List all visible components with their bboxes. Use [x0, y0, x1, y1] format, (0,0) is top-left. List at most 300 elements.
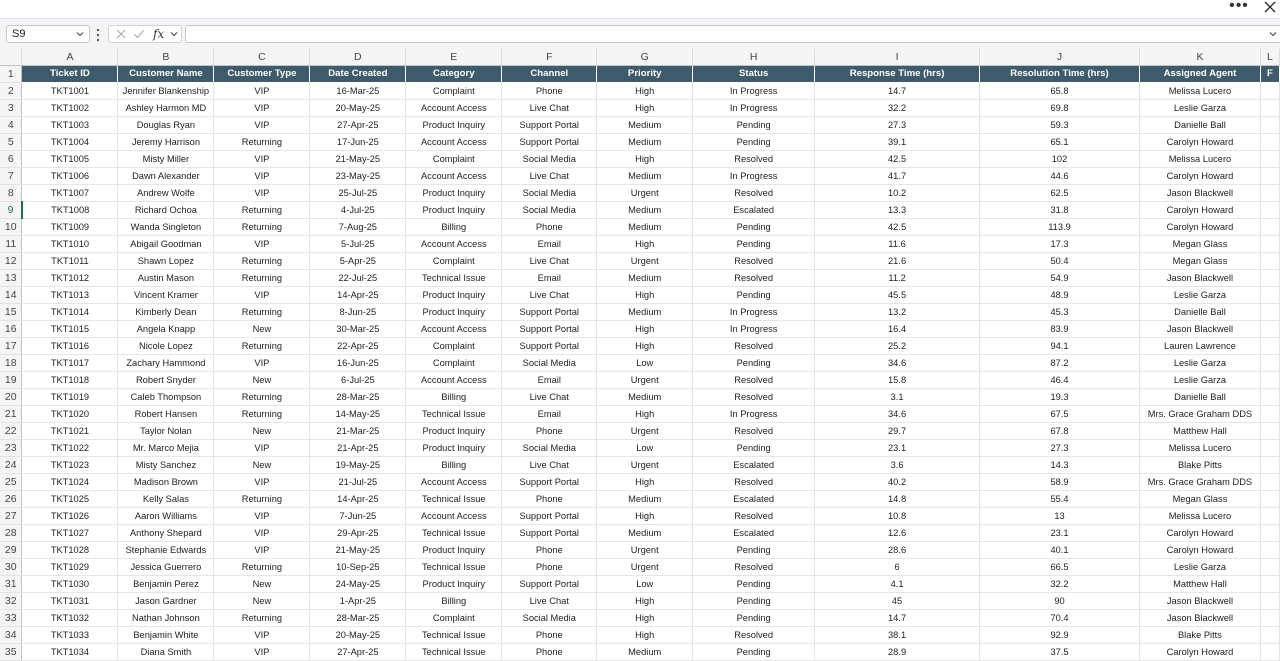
- cell[interactable]: VIP: [214, 542, 310, 559]
- cell[interactable]: 14.8: [815, 491, 980, 508]
- cell[interactable]: 29-Apr-25: [310, 525, 406, 542]
- cell[interactable]: Mrs. Grace Graham DDS: [1139, 406, 1260, 423]
- cell[interactable]: 27-Apr-25: [310, 117, 406, 134]
- cell[interactable]: Phone: [502, 644, 597, 661]
- cell[interactable]: Social Media: [502, 610, 597, 627]
- cell[interactable]: Product Inquiry: [406, 576, 502, 593]
- cell[interactable]: 16-Mar-25: [310, 83, 406, 100]
- cell[interactable]: Support Portal: [502, 304, 597, 321]
- cell[interactable]: High: [597, 100, 693, 117]
- cell[interactable]: TKT1019: [22, 389, 118, 406]
- column-title-cell[interactable]: Date Created: [310, 66, 406, 83]
- cell[interactable]: Email: [502, 270, 597, 287]
- cell[interactable]: Support Portal: [502, 474, 597, 491]
- column-title-cell[interactable]: Resolution Time (hrs): [980, 66, 1140, 83]
- row-header[interactable]: 11: [0, 236, 22, 253]
- cell[interactable]: Nicole Lopez: [118, 338, 214, 355]
- cell[interactable]: Caleb Thompson: [118, 389, 214, 406]
- row-header[interactable]: 13: [0, 270, 22, 287]
- column-header-i[interactable]: I: [815, 49, 980, 66]
- cell[interactable]: TKT1020: [22, 406, 118, 423]
- vertical-dots-icon[interactable]: [95, 28, 101, 42]
- cell[interactable]: Social Media: [502, 440, 597, 457]
- cell[interactable]: Returning: [214, 559, 310, 576]
- cell[interactable]: [1260, 100, 1279, 117]
- cell[interactable]: Urgent: [597, 185, 693, 202]
- cell[interactable]: Jason Blackwell: [1139, 321, 1260, 338]
- cell[interactable]: High: [597, 474, 693, 491]
- cell[interactable]: [1260, 593, 1279, 610]
- cell[interactable]: 27-Apr-25: [310, 644, 406, 661]
- cell[interactable]: 113.9: [980, 219, 1140, 236]
- row-header[interactable]: 1: [0, 66, 22, 83]
- cell[interactable]: 14-Apr-25: [310, 287, 406, 304]
- cell[interactable]: In Progress: [693, 321, 815, 338]
- row-header[interactable]: 30: [0, 559, 22, 576]
- cell[interactable]: Technical Issue: [406, 406, 502, 423]
- row-header[interactable]: 33: [0, 610, 22, 627]
- cell[interactable]: 5-Apr-25: [310, 253, 406, 270]
- cell[interactable]: 45: [815, 593, 980, 610]
- cell[interactable]: Technical Issue: [406, 491, 502, 508]
- cell[interactable]: Product Inquiry: [406, 202, 502, 219]
- cell[interactable]: Live Chat: [502, 287, 597, 304]
- cell[interactable]: 32.2: [980, 576, 1140, 593]
- check-icon[interactable]: [133, 28, 145, 40]
- cell[interactable]: [1260, 440, 1279, 457]
- cell[interactable]: Social Media: [502, 185, 597, 202]
- cell[interactable]: VIP: [214, 117, 310, 134]
- cell[interactable]: Returning: [214, 304, 310, 321]
- cell[interactable]: Misty Sanchez: [118, 457, 214, 474]
- cell[interactable]: 1-Apr-25: [310, 593, 406, 610]
- cell[interactable]: TKT1031: [22, 593, 118, 610]
- row-header[interactable]: 27: [0, 508, 22, 525]
- cell[interactable]: [1260, 321, 1279, 338]
- cell[interactable]: Medium: [597, 525, 693, 542]
- row-header[interactable]: 18: [0, 355, 22, 372]
- cell[interactable]: Live Chat: [502, 593, 597, 610]
- cell[interactable]: 29.7: [815, 423, 980, 440]
- cell[interactable]: Jason Gardner: [118, 593, 214, 610]
- cell[interactable]: High: [597, 236, 693, 253]
- cell[interactable]: Carolyn Howard: [1139, 168, 1260, 185]
- cell[interactable]: Urgent: [597, 457, 693, 474]
- cell[interactable]: TKT1013: [22, 287, 118, 304]
- cell[interactable]: Madison Brown: [118, 474, 214, 491]
- cell[interactable]: [1260, 457, 1279, 474]
- cell[interactable]: 25-Jul-25: [310, 185, 406, 202]
- cell[interactable]: New: [214, 372, 310, 389]
- cell[interactable]: 24-May-25: [310, 576, 406, 593]
- cell[interactable]: Melissa Lucero: [1139, 151, 1260, 168]
- cell[interactable]: 46.4: [980, 372, 1140, 389]
- cell[interactable]: Wanda Singleton: [118, 219, 214, 236]
- cell[interactable]: 102: [980, 151, 1140, 168]
- column-header-c[interactable]: C: [214, 49, 310, 66]
- cell[interactable]: VIP: [214, 355, 310, 372]
- cell[interactable]: 13: [980, 508, 1140, 525]
- cell[interactable]: Support Portal: [502, 321, 597, 338]
- cell[interactable]: TKT1030: [22, 576, 118, 593]
- cell[interactable]: TKT1005: [22, 151, 118, 168]
- cell[interactable]: Account Access: [406, 134, 502, 151]
- cell[interactable]: [1260, 338, 1279, 355]
- cell[interactable]: Product Inquiry: [406, 440, 502, 457]
- cell[interactable]: VIP: [214, 525, 310, 542]
- row-header[interactable]: 15: [0, 304, 22, 321]
- cell[interactable]: 83.9: [980, 321, 1140, 338]
- cell[interactable]: 21-Apr-25: [310, 440, 406, 457]
- cell[interactable]: Leslie Garza: [1139, 287, 1260, 304]
- cell[interactable]: 39.1: [815, 134, 980, 151]
- cell[interactable]: 21-May-25: [310, 542, 406, 559]
- cell[interactable]: 20-May-25: [310, 100, 406, 117]
- cell[interactable]: Medium: [597, 168, 693, 185]
- cell[interactable]: 17.3: [980, 236, 1140, 253]
- cell[interactable]: High: [597, 83, 693, 100]
- cell[interactable]: Taylor Nolan: [118, 423, 214, 440]
- cell[interactable]: Technical Issue: [406, 644, 502, 661]
- cell[interactable]: In Progress: [693, 406, 815, 423]
- cell[interactable]: Pending: [693, 440, 815, 457]
- cell[interactable]: TKT1029: [22, 559, 118, 576]
- cell[interactable]: Carolyn Howard: [1139, 644, 1260, 661]
- cell[interactable]: 32.2: [815, 100, 980, 117]
- cell[interactable]: [1260, 491, 1279, 508]
- cell[interactable]: TKT1033: [22, 627, 118, 644]
- cell[interactable]: Medium: [597, 644, 693, 661]
- cell[interactable]: Account Access: [406, 168, 502, 185]
- column-header-f[interactable]: F: [502, 49, 597, 66]
- cell[interactable]: Blake Pitts: [1139, 627, 1260, 644]
- cell[interactable]: Low: [597, 355, 693, 372]
- cell[interactable]: Product Inquiry: [406, 117, 502, 134]
- cell[interactable]: 14.7: [815, 610, 980, 627]
- cell[interactable]: 6: [815, 559, 980, 576]
- cell[interactable]: Jessica Guerrero: [118, 559, 214, 576]
- column-header-h[interactable]: H: [693, 49, 815, 66]
- cell[interactable]: Medium: [597, 219, 693, 236]
- cell[interactable]: Product Inquiry: [406, 287, 502, 304]
- close-icon[interactable]: [1262, 0, 1278, 16]
- cell[interactable]: Resolved: [693, 372, 815, 389]
- cell[interactable]: Medium: [597, 134, 693, 151]
- cell[interactable]: Melissa Lucero: [1139, 508, 1260, 525]
- cell[interactable]: 40.1: [980, 542, 1140, 559]
- cell[interactable]: Misty Miller: [118, 151, 214, 168]
- cell[interactable]: 23-May-25: [310, 168, 406, 185]
- column-header-g[interactable]: G: [597, 49, 693, 66]
- cell[interactable]: Escalated: [693, 202, 815, 219]
- cell[interactable]: [1260, 287, 1279, 304]
- cell[interactable]: Billing: [406, 219, 502, 236]
- cell[interactable]: TKT1024: [22, 474, 118, 491]
- cell[interactable]: [1260, 253, 1279, 270]
- cell[interactable]: Returning: [214, 491, 310, 508]
- cell[interactable]: Account Access: [406, 474, 502, 491]
- cell[interactable]: Account Access: [406, 508, 502, 525]
- cell[interactable]: TKT1017: [22, 355, 118, 372]
- cell[interactable]: TKT1026: [22, 508, 118, 525]
- cell[interactable]: VIP: [214, 287, 310, 304]
- cell[interactable]: High: [597, 593, 693, 610]
- cell[interactable]: 7-Jun-25: [310, 508, 406, 525]
- cell[interactable]: TKT1004: [22, 134, 118, 151]
- cell[interactable]: 54.9: [980, 270, 1140, 287]
- cell[interactable]: TKT1027: [22, 525, 118, 542]
- cell[interactable]: [1260, 508, 1279, 525]
- cell[interactable]: Kelly Salas: [118, 491, 214, 508]
- cell[interactable]: Megan Glass: [1139, 491, 1260, 508]
- cell[interactable]: 50.4: [980, 253, 1140, 270]
- cell[interactable]: Returning: [214, 270, 310, 287]
- row-header[interactable]: 9: [0, 202, 22, 219]
- cell[interactable]: Complaint: [406, 610, 502, 627]
- cell[interactable]: Angela Knapp: [118, 321, 214, 338]
- row-header[interactable]: 8: [0, 185, 22, 202]
- cell[interactable]: New: [214, 423, 310, 440]
- cell[interactable]: [1260, 644, 1279, 661]
- row-header[interactable]: 17: [0, 338, 22, 355]
- cell[interactable]: Phone: [502, 542, 597, 559]
- cell[interactable]: Support Portal: [502, 576, 597, 593]
- cell[interactable]: 13.3: [815, 202, 980, 219]
- cell[interactable]: 16.4: [815, 321, 980, 338]
- cell[interactable]: 22-Jul-25: [310, 270, 406, 287]
- cell[interactable]: Returning: [214, 134, 310, 151]
- cell[interactable]: New: [214, 321, 310, 338]
- cell[interactable]: Live Chat: [502, 168, 597, 185]
- cell[interactable]: Urgent: [597, 423, 693, 440]
- cell[interactable]: [1260, 151, 1279, 168]
- cell[interactable]: Jeremy Harrison: [118, 134, 214, 151]
- row-header[interactable]: 24: [0, 457, 22, 474]
- cell[interactable]: Email: [502, 236, 597, 253]
- cell[interactable]: 65.8: [980, 83, 1140, 100]
- cell[interactable]: 8-Jun-25: [310, 304, 406, 321]
- cell[interactable]: 11.6: [815, 236, 980, 253]
- cell[interactable]: Douglas Ryan: [118, 117, 214, 134]
- cell[interactable]: Andrew Wolfe: [118, 185, 214, 202]
- cell[interactable]: Diana Smith: [118, 644, 214, 661]
- cell[interactable]: TKT1007: [22, 185, 118, 202]
- cell[interactable]: Leslie Garza: [1139, 372, 1260, 389]
- cell[interactable]: [1260, 304, 1279, 321]
- cell[interactable]: Billing: [406, 389, 502, 406]
- cell[interactable]: 11.2: [815, 270, 980, 287]
- cell[interactable]: 62.5: [980, 185, 1140, 202]
- cell[interactable]: 13.2: [815, 304, 980, 321]
- cell[interactable]: New: [214, 576, 310, 593]
- column-title-cell[interactable]: Customer Name: [118, 66, 214, 83]
- cell[interactable]: High: [597, 627, 693, 644]
- cell[interactable]: 21-Mar-25: [310, 423, 406, 440]
- cell[interactable]: VIP: [214, 474, 310, 491]
- cell[interactable]: High: [597, 321, 693, 338]
- cell[interactable]: Product Inquiry: [406, 185, 502, 202]
- cell[interactable]: 31.8: [980, 202, 1140, 219]
- cell[interactable]: 90: [980, 593, 1140, 610]
- cell[interactable]: TKT1022: [22, 440, 118, 457]
- cell[interactable]: 45.5: [815, 287, 980, 304]
- cell[interactable]: Pending: [693, 576, 815, 593]
- cell[interactable]: Benjamin Perez: [118, 576, 214, 593]
- cell[interactable]: Complaint: [406, 83, 502, 100]
- cell[interactable]: 42.5: [815, 219, 980, 236]
- cell[interactable]: Technical Issue: [406, 627, 502, 644]
- cell[interactable]: Social Media: [502, 151, 597, 168]
- row-header[interactable]: 34: [0, 627, 22, 644]
- cell[interactable]: 14-Apr-25: [310, 491, 406, 508]
- cell[interactable]: Pending: [693, 134, 815, 151]
- cell[interactable]: TKT1032: [22, 610, 118, 627]
- column-title-cell[interactable]: Response Time (hrs): [815, 66, 980, 83]
- cell[interactable]: VIP: [214, 83, 310, 100]
- row-header[interactable]: 26: [0, 491, 22, 508]
- cell[interactable]: Live Chat: [502, 457, 597, 474]
- column-title-cell[interactable]: Ticket ID: [22, 66, 118, 83]
- cell[interactable]: Pending: [693, 236, 815, 253]
- row-header[interactable]: 35: [0, 644, 22, 661]
- cell[interactable]: Phone: [502, 559, 597, 576]
- cell[interactable]: 16-Jun-25: [310, 355, 406, 372]
- cell[interactable]: Social Media: [502, 355, 597, 372]
- cell[interactable]: Abigail Goodman: [118, 236, 214, 253]
- cell[interactable]: [1260, 270, 1279, 287]
- cell[interactable]: [1260, 168, 1279, 185]
- cell[interactable]: 70.4: [980, 610, 1140, 627]
- cell[interactable]: New: [214, 593, 310, 610]
- cell[interactable]: Pending: [693, 593, 815, 610]
- row-header[interactable]: 23: [0, 440, 22, 457]
- cell[interactable]: Resolved: [693, 474, 815, 491]
- cell[interactable]: 21-Jul-25: [310, 474, 406, 491]
- row-header[interactable]: 5: [0, 134, 22, 151]
- cell[interactable]: 19-May-25: [310, 457, 406, 474]
- cell[interactable]: VIP: [214, 236, 310, 253]
- cell[interactable]: TKT1023: [22, 457, 118, 474]
- row-header[interactable]: 4: [0, 117, 22, 134]
- cell[interactable]: [1260, 134, 1279, 151]
- cell[interactable]: 14.7: [815, 83, 980, 100]
- column-title-cell[interactable]: Assigned Agent: [1139, 66, 1260, 83]
- cell[interactable]: Jennifer Blankenship: [118, 83, 214, 100]
- cell[interactable]: Danielle Ball: [1139, 389, 1260, 406]
- cell[interactable]: 92.9: [980, 627, 1140, 644]
- cell[interactable]: Billing: [406, 593, 502, 610]
- formula-input[interactable]: [185, 25, 1280, 43]
- cell[interactable]: Lauren Lawrence: [1139, 338, 1260, 355]
- cell[interactable]: Austin Mason: [118, 270, 214, 287]
- cell[interactable]: 34.6: [815, 406, 980, 423]
- cell[interactable]: [1260, 355, 1279, 372]
- select-all-corner[interactable]: [0, 49, 22, 66]
- cell[interactable]: Billing: [406, 457, 502, 474]
- cell[interactable]: Leslie Garza: [1139, 100, 1260, 117]
- cell[interactable]: Medium: [597, 491, 693, 508]
- cell[interactable]: Returning: [214, 338, 310, 355]
- cell[interactable]: [1260, 559, 1279, 576]
- cell[interactable]: 23.1: [815, 440, 980, 457]
- row-header[interactable]: 6: [0, 151, 22, 168]
- cell[interactable]: Phone: [502, 83, 597, 100]
- cell[interactable]: Vincent Kramer: [118, 287, 214, 304]
- row-header[interactable]: 31: [0, 576, 22, 593]
- cell[interactable]: TKT1010: [22, 236, 118, 253]
- cell[interactable]: High: [597, 338, 693, 355]
- cell[interactable]: TKT1008: [22, 202, 118, 219]
- cell[interactable]: Resolved: [693, 270, 815, 287]
- cell[interactable]: 87.2: [980, 355, 1140, 372]
- cell[interactable]: Email: [502, 406, 597, 423]
- cell[interactable]: VIP: [214, 100, 310, 117]
- cell[interactable]: 14-May-25: [310, 406, 406, 423]
- cell[interactable]: Returning: [214, 202, 310, 219]
- cell[interactable]: High: [597, 287, 693, 304]
- cell[interactable]: [1260, 202, 1279, 219]
- cell[interactable]: Shawn Lopez: [118, 253, 214, 270]
- cell[interactable]: Urgent: [597, 253, 693, 270]
- cell[interactable]: 28.9: [815, 644, 980, 661]
- cell[interactable]: Resolved: [693, 627, 815, 644]
- cell[interactable]: TKT1034: [22, 644, 118, 661]
- cell[interactable]: 21.6: [815, 253, 980, 270]
- cell[interactable]: Jason Blackwell: [1139, 185, 1260, 202]
- cell[interactable]: Escalated: [693, 525, 815, 542]
- cell[interactable]: Medium: [597, 202, 693, 219]
- cell[interactable]: 28-Mar-25: [310, 389, 406, 406]
- cell[interactable]: 20-May-25: [310, 627, 406, 644]
- name-box[interactable]: [6, 25, 90, 43]
- cell[interactable]: Pending: [693, 542, 815, 559]
- cell[interactable]: TKT1021: [22, 423, 118, 440]
- cell[interactable]: Richard Ochoa: [118, 202, 214, 219]
- cell[interactable]: 69.8: [980, 100, 1140, 117]
- cell[interactable]: Leslie Garza: [1139, 559, 1260, 576]
- cell[interactable]: TKT1012: [22, 270, 118, 287]
- cell[interactable]: 59.3: [980, 117, 1140, 134]
- cell[interactable]: VIP: [214, 151, 310, 168]
- cell[interactable]: Resolved: [693, 389, 815, 406]
- cell[interactable]: Pending: [693, 219, 815, 236]
- cell[interactable]: Carolyn Howard: [1139, 525, 1260, 542]
- cell[interactable]: Product Inquiry: [406, 304, 502, 321]
- cell[interactable]: Phone: [502, 219, 597, 236]
- cell[interactable]: 42.5: [815, 151, 980, 168]
- cell[interactable]: 38.1: [815, 627, 980, 644]
- cell[interactable]: Resolved: [693, 508, 815, 525]
- cell[interactable]: 94.1: [980, 338, 1140, 355]
- cell[interactable]: Matthew Hall: [1139, 423, 1260, 440]
- cell[interactable]: Low: [597, 440, 693, 457]
- cell[interactable]: Live Chat: [502, 253, 597, 270]
- cell[interactable]: Resolved: [693, 338, 815, 355]
- cell[interactable]: Complaint: [406, 151, 502, 168]
- row-header[interactable]: 3: [0, 100, 22, 117]
- cell[interactable]: Returning: [214, 610, 310, 627]
- cell[interactable]: Urgent: [597, 372, 693, 389]
- cell[interactable]: TKT1006: [22, 168, 118, 185]
- cell[interactable]: Returning: [214, 389, 310, 406]
- cell[interactable]: 48.9: [980, 287, 1140, 304]
- cell[interactable]: TKT1011: [22, 253, 118, 270]
- cell[interactable]: High: [597, 508, 693, 525]
- cell[interactable]: Phone: [502, 491, 597, 508]
- cell[interactable]: Resolved: [693, 423, 815, 440]
- cell[interactable]: Urgent: [597, 542, 693, 559]
- cell[interactable]: 66.5: [980, 559, 1140, 576]
